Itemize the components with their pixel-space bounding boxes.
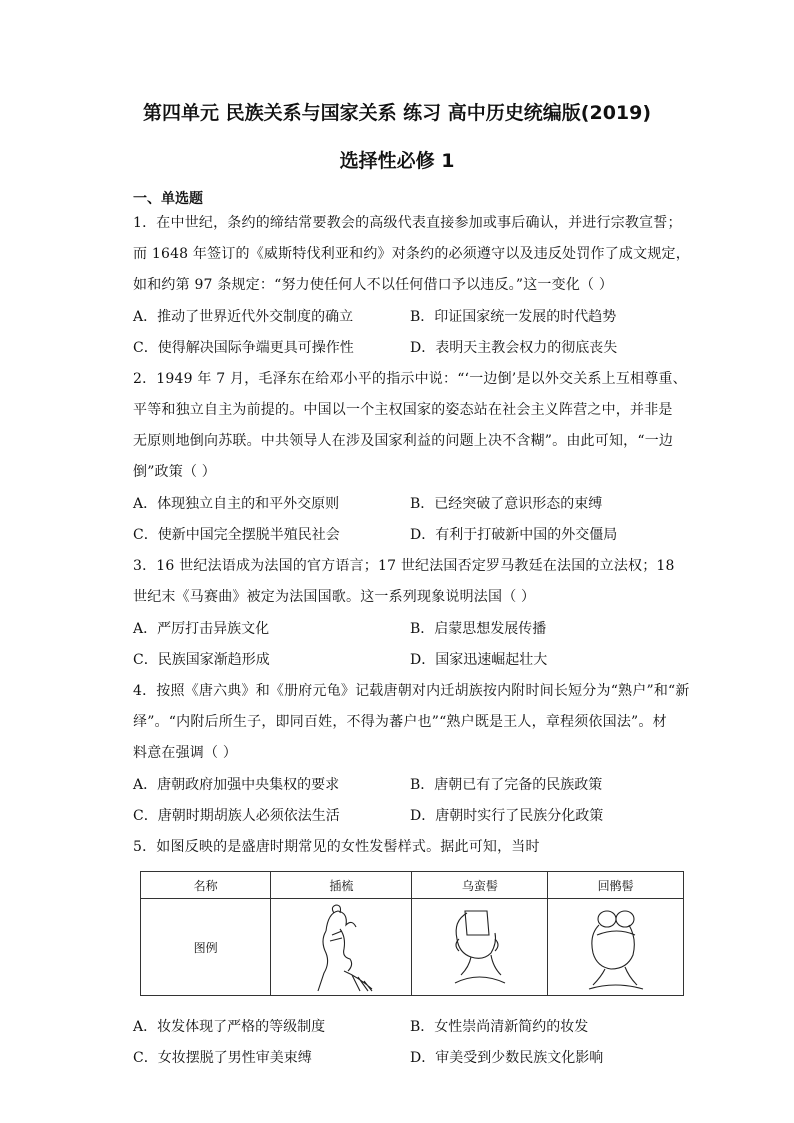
section-heading: 一、单选题 xyxy=(133,191,203,207)
q1-option-b: B．印证国家统一发展的时代趋势 xyxy=(410,309,617,325)
q5-option-c: C．女妆摆脱了男性审美束缚 xyxy=(133,1050,312,1066)
q1-option-d: D．表明天主教会权力的彻底丧失 xyxy=(410,340,618,356)
q1-option-a: A．推动了世界近代外交制度的确立 xyxy=(133,309,354,325)
q3-stem-line: 世纪末《马赛曲》被定为法国国歌。这一系列现象说明法国（ ） xyxy=(133,589,536,605)
q2-option-c: C．使新中国完全摆脱半殖民社会 xyxy=(133,527,340,543)
q5-option-d: D．审美受到少数民族文化影响 xyxy=(410,1050,604,1066)
wumanji-illustration xyxy=(412,899,548,996)
q4-option-b: B．唐朝已有了完备的民族政策 xyxy=(410,777,603,793)
q3-stem-line: 3．16 世纪法语成为法国的官方语言；17 世纪法国否定罗马教廷在法国的立法权；18 xyxy=(133,558,675,574)
q2-stem-line: 倒”政策（ ） xyxy=(133,464,217,480)
q4-stem-line: 4．按照《唐六典》和《册府元龟》记载唐朝对内迁胡族按内附时间长短分为“熟户”和“新 xyxy=(133,683,690,699)
q4-stem-line: 绎”。“内附后所生子，即同百姓，不得为蕃户也”“熟户既是王人，章程须依国法”。材 xyxy=(133,714,667,730)
q2-stem-line: 无原则地倒向苏联。中共领导人在涉及国家利益的问题上决不含糊”。由此可知，“一边 xyxy=(133,433,674,449)
q5-option-b: B．女性崇尚清新简约的妆发 xyxy=(410,1019,589,1035)
q3-option-b: B．启蒙思想发展传播 xyxy=(410,621,547,637)
q5-stem-line: 5．如图反映的是盛唐时期常见的女性发髻样式。据此可知，当时 xyxy=(133,839,540,855)
q1-stem-line: 而 1648 年签订的《威斯特伐利亚和约》对条约的必须遵守以及违反处罚作了成文规定， xyxy=(133,246,690,262)
q1-stem-line: 1．在中世纪，条约的缔结常要教会的高级代表直接参加或事后确认，并进行宗教宣誓； xyxy=(133,215,682,231)
q1-stem-line: 如和约第 97 条规定：“努力使任何人不以任何借口予以违反。”这一变化（ ） xyxy=(133,277,614,293)
q5-option-a: A．妆发体现了严格的等级制度 xyxy=(133,1019,326,1035)
table-row-label: 图例 xyxy=(141,899,271,996)
q1-option-c: C．使得解决国际争端更具可操作性 xyxy=(133,340,354,356)
q2-option-d: D．有利于打破新中国的外交僵局 xyxy=(410,527,618,543)
q2-option-a: A．体现独立自主的和平外交原则 xyxy=(133,496,340,512)
table-header-name: 名称 xyxy=(141,872,271,899)
q2-stem-line: 平等和独立自主为前提的。中国以一个主权国家的姿态站在社会主义阵营之中，并非是 xyxy=(133,402,673,418)
hairstyle-table xyxy=(140,871,684,996)
document-title-line2: 选择性必修 1 xyxy=(339,150,455,172)
q2-stem-line: 2．1949 年 7 月，毛泽东在给邓小平的指示中说：“‘一边倒’是以外交关系上互相尊重、 xyxy=(133,371,687,387)
table-header-huihuji: 回鹘髻 xyxy=(548,872,684,899)
table-header-chashu: 插梳 xyxy=(271,872,412,899)
chashu-illustration xyxy=(271,899,412,996)
q3-option-d: D．国家迅速崛起壮大 xyxy=(410,652,548,668)
document-title-line1: 第四单元 民族关系与国家关系 练习 高中历史统编版(2019) xyxy=(142,102,652,124)
q4-stem-line: 料意在强调（ ） xyxy=(133,745,238,761)
q3-option-c: C．民族国家渐趋形成 xyxy=(133,652,270,668)
huihuji-illustration xyxy=(548,899,684,996)
q4-option-c: C．唐朝时期胡族人必须依法生活 xyxy=(133,808,340,824)
table-header-wumanji: 乌蛮髻 xyxy=(412,872,548,899)
q3-option-a: A．严厉打击异族文化 xyxy=(133,621,270,637)
q4-option-a: A．唐朝政府加强中央集权的要求 xyxy=(133,777,340,793)
q2-option-b: B．已经突破了意识形态的束缚 xyxy=(410,496,603,512)
q4-option-d: D．唐朝时实行了民族分化政策 xyxy=(410,808,604,824)
